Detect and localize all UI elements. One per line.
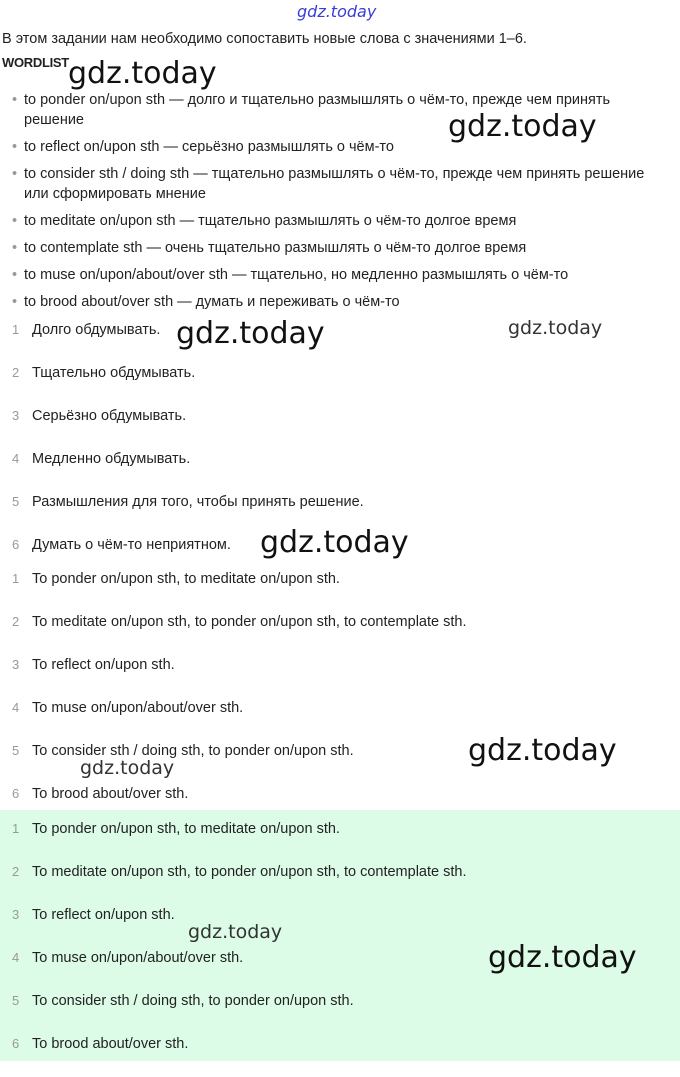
list-item: 3 Серьёзно обдумывать. [12,408,187,424]
matches-list [0,569,680,827]
list-item: 2 Тщательно обдумывать. [12,365,196,381]
watermark: gdz.today [68,56,217,91]
list-item: 1 To ponder on/upon sth, to meditate on/upon sth. [12,571,340,587]
watermark: gdz.today [468,733,617,768]
bullet-icon: • [12,267,18,283]
watermark: gdz.today [297,2,377,21]
list-item: 3 To reflect on/upon sth. [12,907,175,923]
wordlist-item: • to meditate on/upon sth — тщательно размышлять о чём-то долгое время [12,213,517,229]
list-item: 1 Долго обдумывать. [12,322,161,338]
list-item: 1 To ponder on/upon sth, to meditate on/upon sth. [12,821,340,837]
list-item: 2 To meditate on/upon sth, to ponder on/upon sth, to contemplate sth. [12,864,467,880]
wordlist-item: • to contemplate sth — очень тщательно размышлять о чём-то долгое время [12,240,527,256]
list-item: 4 Медленно обдумывать. [12,451,191,467]
watermark: gdz.today [448,109,597,144]
wordlist-item: • to reflect on/upon sth — серьёзно размышлять о чём-то [12,139,394,155]
watermark: gdz.today [188,921,283,943]
bullet-icon: • [12,92,18,108]
list-item: 6 To brood about/over sth. [12,786,189,802]
watermark: gdz.today [508,317,603,339]
watermark: gdz.today [80,757,175,779]
bullet-icon: • [12,294,18,310]
list-item: 3 To reflect on/upon sth. [12,657,175,673]
wordlist-title: WORDLIST [2,55,69,70]
list-item: 5 Размышления для того, чтобы принять решение. [12,494,364,510]
list-item: 2 To meditate on/upon sth, to ponder on/upon sth, to contemplate sth. [12,614,467,630]
list-item: 5 To consider sth / doing sth, to ponder on/upon sth. [12,993,354,1009]
watermark: gdz.today [176,316,325,351]
list-item: 6 Думать о чём-то неприятном. [12,537,231,553]
bullet-icon: • [12,166,18,182]
list-item: 5 To consider sth / doing sth, to ponder on/upon sth. [12,743,354,759]
watermark: gdz.today [260,525,409,560]
bullet-icon: • [12,240,18,256]
wordlist-item: • to ponder on/upon sth — долго и тщательно размышлять о чём-то, прежде чем принять решение [12,92,611,128]
wordlist-item: • to consider sth / doing sth — тщательно размышлять о чём-то, прежде чем принять решение или сформировать мнение [12,166,645,202]
wordlist-item: • to brood about/over sth — думать и переживать о чём-то [12,294,400,310]
list-item: 4 To muse on/upon/about/over sth. [12,700,244,716]
intro-text: В этом задании нам необходимо сопоставить новые слова с значениями 1–6. [2,31,527,47]
watermark: gdz.today [488,940,637,975]
wordlist-item: • to muse on/upon/about/over sth — тщательно, но медленно размышлять о чём-то [12,267,569,283]
bullet-icon: • [12,139,18,155]
list-item: 6 To brood about/over sth. [12,1036,189,1052]
bullet-icon: • [12,213,18,229]
list-item: 4 To muse on/upon/about/over sth. [12,950,244,966]
